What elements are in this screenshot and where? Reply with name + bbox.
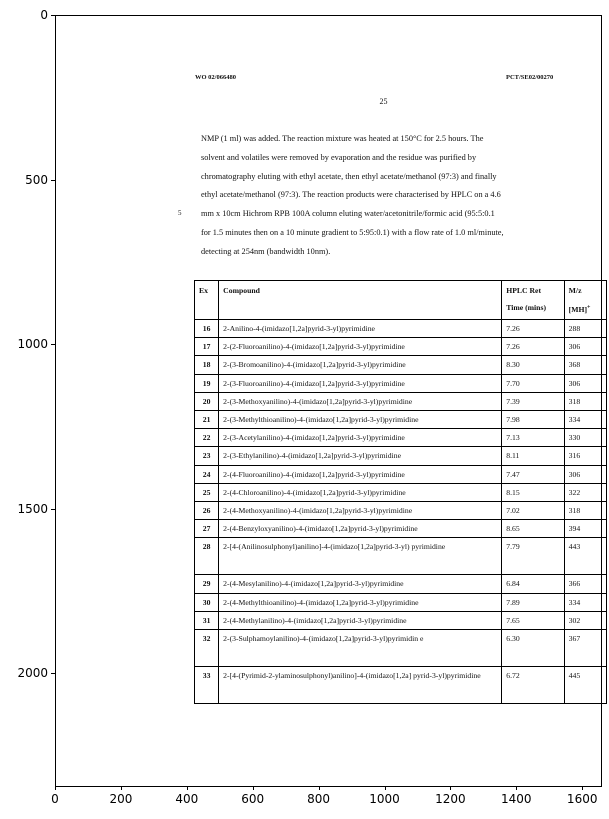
paragraph-line: for 1.5 minutes then on a 10 minute gradient to 5:95:0.1) with a flow rate of 1.0 ml/minute, [201,227,504,237]
table-row [195,502,607,520]
compound-cell: 2-[4-(Anilinosulphonyl)anilino]-4-(imidazo[1,2a]pyrid-3-yl) pyrimidine [219,538,502,575]
compound-table [194,280,607,704]
patent-page [112,32,609,800]
compound-cell: 2-(3-Fluoroanilino)-4-(imidazo[1,2a]pyrid-3-yl)pyrimidine [219,374,502,392]
hplc-cell: 7.65 [502,611,564,629]
table-row [195,338,607,356]
header-hplc-line2: Time (mins) [506,303,547,312]
compound-cell: 2-(3-Methoxyanilino)-4-(imidazo[1,2a]pyrid-3-yl)pyrimidine [219,392,502,410]
table-row [195,630,607,667]
mz-cell: 367 [564,630,606,667]
compound-cell: 2-(4-Methylanilino)-4-(imidazo[1,2a]pyrid-3-yl)pyrimidine [219,611,502,629]
hplc-cell: 6.30 [502,630,564,667]
mz-cell: 330 [564,429,606,447]
header-mz [564,281,606,320]
image-frame [55,15,602,787]
ex-cell: 21 [195,411,219,429]
mz-cell: 445 [564,667,606,704]
mz-cell: 318 [564,502,606,520]
ex-cell: 16 [195,320,219,338]
paragraph-line: solvent and volatiles were removed by evaporation and the residue was purified by [201,152,477,162]
x-tick-label: 800 [307,792,331,806]
table-row [195,392,607,410]
ex-cell: 32 [195,630,219,667]
compound-cell: 2-(4-Chloroanilino)-4-(imidazo[1,2a]pyrid-3-yl)pyrimidine [219,483,502,501]
line-number-marker: 5 [178,209,182,217]
y-tick-label: 0 [40,8,48,22]
ex-cell: 20 [195,392,219,410]
hplc-cell: 8.30 [502,356,564,374]
header-hplc-line1: HPLC Ret [506,286,542,295]
compound-cell: 2-(4-Fluoroanilino)-4-(imidazo[1,2a]pyrid-3-yl)pyrimidine [219,465,502,483]
hplc-cell: 6.84 [502,575,564,593]
header-mz-line1: M/z [568,286,582,295]
hplc-cell: 7.26 [502,338,564,356]
mz-cell: 322 [564,483,606,501]
header-compound: Compound [219,281,502,320]
header-ex: Ex [195,281,219,320]
paragraph-line: chromatography eluting with ethyl acetate, then ethyl acetate/methanol (97:3) and finally [201,171,497,181]
header-left: WO 02/066480 [195,74,236,81]
mz-cell: 368 [564,356,606,374]
compound-cell: 2-(2-Fluoroanilino)-4-(imidazo[1,2a]pyrid-3-yl)pyrimidine [219,338,502,356]
x-tick [55,786,56,790]
mz-cell: 306 [564,374,606,392]
table-row [195,465,607,483]
x-tick [582,786,583,790]
page-number: 25 [379,97,388,106]
y-tick [51,509,55,510]
x-tick [450,786,451,790]
paragraph-line: mm x 10cm Hichrom RPB 100A column eluting water/acetonitrile/formic acid (95:5:0.1 [201,209,495,219]
hplc-cell: 8.65 [502,520,564,538]
x-tick-label: 1600 [566,792,598,806]
ex-cell: 28 [195,538,219,575]
compound-cell: 2-(4-Methoxyanilino)-4-(imidazo[1,2a]pyrid-3-yl)pyrimidine [219,502,502,520]
ex-cell: 33 [195,667,219,704]
x-tick-label: 1000 [369,792,400,806]
x-tick [319,786,320,790]
ex-cell: 19 [195,374,219,392]
x-tick [385,786,386,790]
header-mz-line2: [MH]+ [568,304,591,314]
x-tick [121,786,122,790]
x-tick-label: 200 [109,792,133,806]
table-row [195,593,607,611]
mz-cell: 334 [564,593,606,611]
x-tick-label: 400 [175,792,199,806]
hplc-cell: 8.15 [502,483,564,501]
mz-cell: 288 [564,320,606,338]
table-row [195,374,607,392]
hplc-cell: 7.39 [502,392,564,410]
hplc-cell: 6.72 [502,667,564,704]
y-tick [51,673,55,674]
table-row [195,447,607,465]
table-row [195,538,607,575]
compound-cell: 2-(4-Methylthioanilino)-4-(imidazo[1,2a]pyrid-3-yl)pyrimidine [219,593,502,611]
x-tick [253,786,254,790]
x-tick [516,786,517,790]
table-row [195,320,607,338]
x-tick-label: 1400 [501,792,532,806]
table-row [195,356,607,374]
mz-cell: 302 [564,611,606,629]
y-tick-label: 1000 [17,337,48,352]
ex-cell: 24 [195,465,219,483]
table-row [195,520,607,538]
compound-cell: 2-Anilino-4-(imidazo[1,2a]pyrid-3-yl)pyrimidine [219,320,502,338]
mz-cell: 316 [564,447,606,465]
ex-cell: 27 [195,520,219,538]
hplc-cell: 8.11 [502,447,564,465]
y-tick [51,344,55,345]
hplc-cell: 7.47 [502,465,564,483]
body-paragraph [201,130,601,262]
paragraph-line: NMP (1 ml) was added. The reaction mixture was heated at 150°C for 2.5 hours. The [201,134,484,143]
compound-cell: 2-[4-(Pyrimid-2-ylaminosulphonyl)anilino]-4-(imidazo[1,2a] pyrid-3-yl)pyrimidine [219,667,502,704]
ex-cell: 18 [195,356,219,374]
compound-cell: 2-(4-Benzyloxyanilino)-4-(imidazo[1,2a]pyrid-3-yl)pyrimidine [219,520,502,538]
hplc-cell: 7.26 [502,320,564,338]
x-tick-label: 600 [241,792,265,806]
ex-cell: 30 [195,593,219,611]
mz-cell: 318 [564,392,606,410]
ex-cell: 31 [195,611,219,629]
hplc-cell: 7.02 [502,502,564,520]
x-tick [187,786,188,790]
header-hplc [502,281,564,320]
y-tick-label: 2000 [17,666,48,681]
compound-cell: 2-(3-Methylthioanilino)-4-(imidazo[1,2a]pyrid-3-yl)pyrimidine [219,411,502,429]
y-tick-label: 500 [25,172,48,187]
paragraph-line: detecting at 254nm (bandwidth 10nm). [201,246,331,256]
y-tick [51,15,55,16]
x-tick-label: 0 [51,792,59,806]
hplc-cell: 7.79 [502,538,564,575]
ex-cell: 22 [195,429,219,447]
mz-cell: 306 [564,465,606,483]
paragraph-line: ethyl acetate/methanol (97:3). The reaction products were characterised by HPLC on a 4.6 [201,190,501,200]
hplc-cell: 7.98 [502,411,564,429]
mz-cell: 334 [564,411,606,429]
y-tick-label: 1500 [17,501,48,516]
compound-cell: 2-(3-Bromoanilino)-4-(imidazo[1,2a]pyrid-3-yl)pyrimidine [219,356,502,374]
x-tick-label: 1200 [435,792,466,806]
table-row [195,483,607,501]
table-row [195,429,607,447]
compound-cell: 2-(4-Mesylanilino)-4-(imidazo[1,2a]pyrid-3-yl)pyrimidine [219,575,502,593]
compound-cell: 2-(3-Acetylanilino)-4-(imidazo[1,2a]pyrid-3-yl)pyrimidine [219,429,502,447]
hplc-cell: 7.89 [502,593,564,611]
mz-cell: 443 [564,538,606,575]
ex-cell: 26 [195,502,219,520]
table-row [195,667,607,704]
ex-cell: 17 [195,338,219,356]
table-row [195,575,607,593]
mz-cell: 366 [564,575,606,593]
table-row [195,611,607,629]
ex-cell: 23 [195,447,219,465]
table-row [195,411,607,429]
hplc-cell: 7.13 [502,429,564,447]
compound-cell: 2-(3-Ethylanilino)-4-(imidazo[1,2a]pyrid-3-yl)pyrimidine [219,447,502,465]
hplc-cell: 7.70 [502,374,564,392]
mz-cell: 306 [564,338,606,356]
compound-cell: 2-(3-Sulphamoylanilino)-4-(imidazo[1,2a]pyrid-3-yl)pyrimidin e [219,630,502,667]
ex-cell: 29 [195,575,219,593]
mz-cell: 394 [564,520,606,538]
y-tick [51,180,55,181]
header-right: PCT/SE02/00270 [506,74,554,81]
ex-cell: 25 [195,483,219,501]
table-header-row [195,281,607,320]
